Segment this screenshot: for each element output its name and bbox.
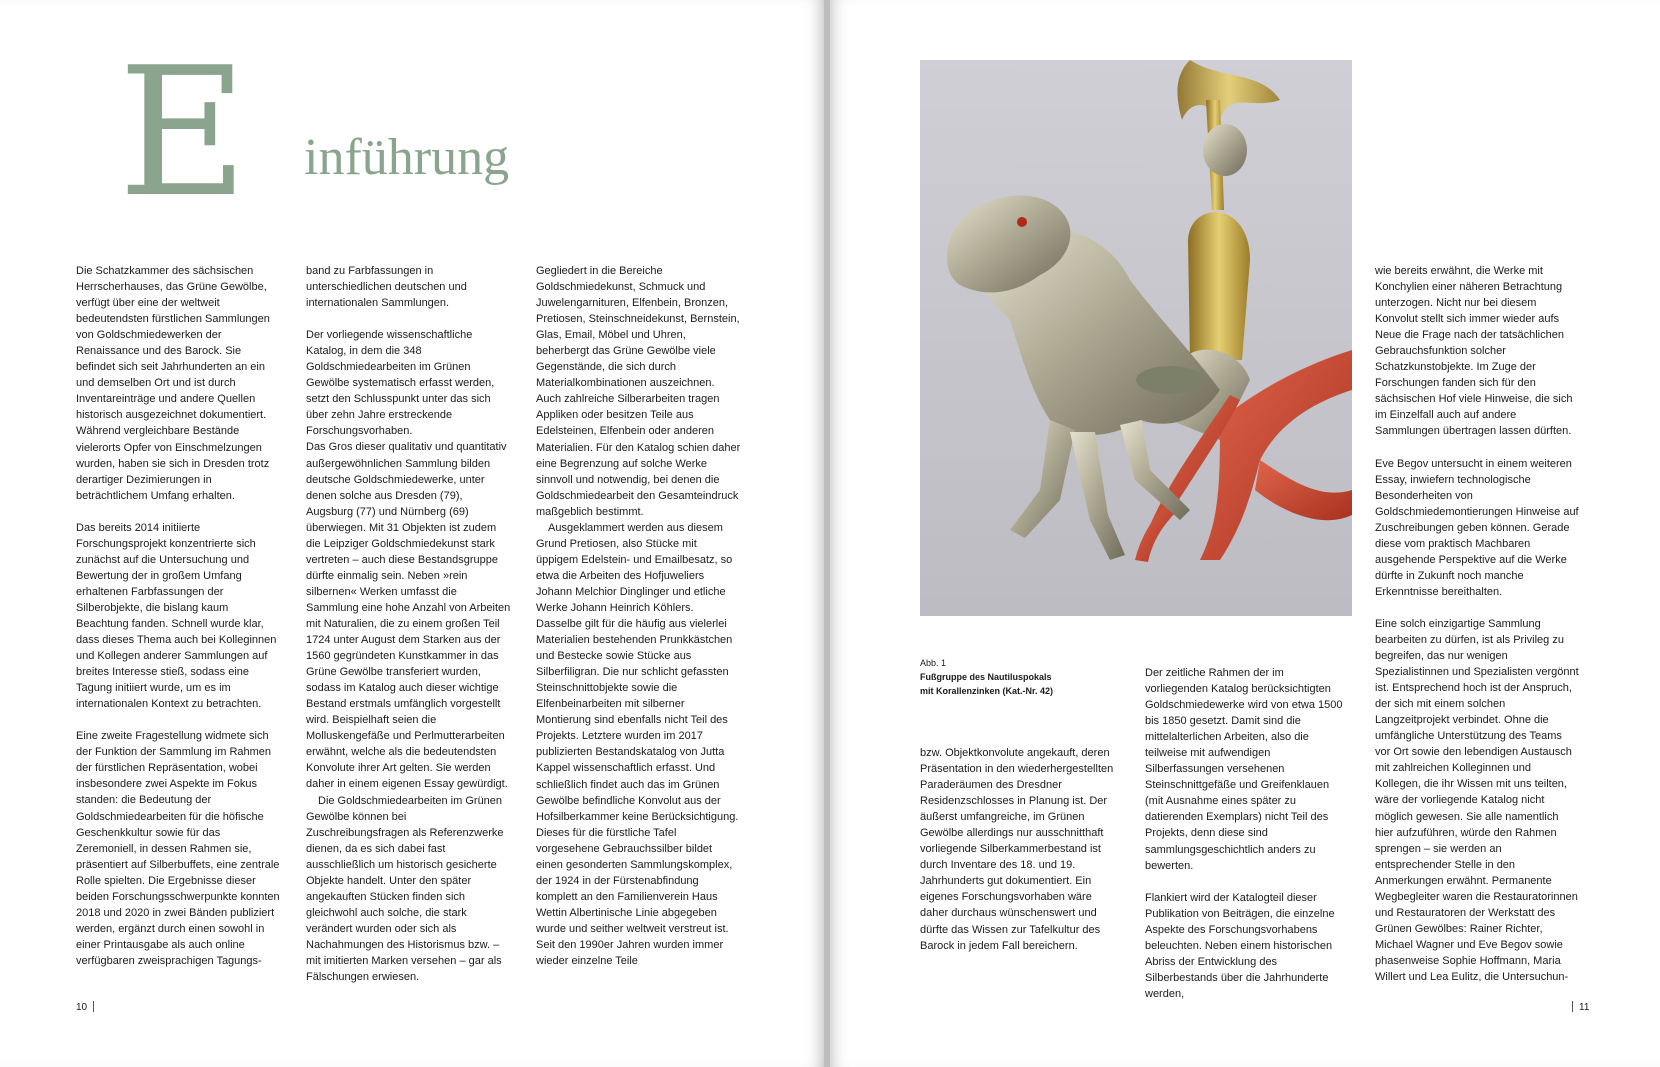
left-column-3 <box>536 263 742 969</box>
paragraph: bzw. Objektkonvolute angekauft, deren Präsentation in den wiederhergestellten Paraderäumen des Dresdner Residenzschlosses in Planung ist. Der äußerst umfangreiche, im Grünen Gewölbe allerdings nur ausschnitthaft vorliegende Silberkammerbestand ist durch Inventare des 18. und 19. Jahrhunderts gut dokumentiert. Ein eigenes Forschungsvorhaben wäre daher durchaus wünschenswert und dürfte das Wissen zur Tafelkultur des Barock in jedem Fall bereichern. <box>920 747 1114 952</box>
paragraph: Der vorliegende wissenschaftliche Katalog, in dem die 348 Goldschmiedearbeiten im Grünen Gewölbe systematisch erfasst werden, setzt den Schlusspunkt unter das sich über zehn Jahre erstreckende Forschungsvorhaben. <box>306 329 495 438</box>
page-number-left <box>76 1001 100 1015</box>
left-page <box>0 0 824 1067</box>
paragraph: Flankiert wird der Katalogteil dieser Publikation von Beiträgen, die einzelne Aspekte des Forschungsvorhabens beleuchten. Neben einem historischen Abriss der Entwicklung des Silberbestands über die Jahrhunderte werden, <box>1145 891 1335 1000</box>
folio-number: 10 <box>76 1002 88 1013</box>
right-column-1 <box>920 745 1118 954</box>
figure-caption <box>920 656 1120 698</box>
right-page <box>830 0 1660 1067</box>
paragraph: Das Gros dieser qualitativ und quantitativ außergewöhnlichen Sammlung bilden deutsche Goldschmiedewerke, unter denen solche aus Dresden (79), Augsburg (77) und Nürnberg (69) überwiegen. Mit 31 Objekten ist zudem die Leipziger Goldschmiedekunst stark vertreten – auch diese Bestandsgruppe dürfte einmalig sein. Neben »rein silbernen« Werken umfasst die Sammlung eine hohe Anzahl von Arbeiten mit Naturalien, die zu einem großen Teil 1724 unter August dem Starken aus der 1560 gegründeten Kunstkammer in das Grüne Gewölbe transferiert wurden, sodass im Katalog auch dieser wichtige Bestand erstmals umfänglich vorgestellt wird. Beispielhaft seien die Molluskengefäße und Perlmutterarbeiten erwähnt, welche als die bedeutendsten Konvolute ihrer Art gelten. Sie werden daher in einem eigenen Essay gewürdigt. <box>306 441 511 791</box>
caption-label: Abb. 1 <box>920 658 947 668</box>
paragraph: Die Schatzkammer des sächsischen Herrscherhauses, das Grüne Gewölbe, verfügt über eine der weltweit bedeutendsten fürstlichen Sammlungen von Goldschmiedewerken der Renaissance und des Barock. Sie befindet sich seit Jahrhunderten an ein und demselben Ort und ist durch Inventareinträge und andere Quellen historisch ausgezeichnet dokumentiert. Während vergleichbare Bestände vielerorts Opfer von Einschmelzungen wurden, haben sie sich in Dresden trotz derartiger Dezimierungen in beträchtlichem Umfang erhalten. <box>76 265 270 502</box>
paragraph: wie bereits erwähnt, die Werke mit Konchylien einer näheren Betrachtung unterzogen. Nicht nur bei diesem Konvolut stellt sich immer wieder aufs Neue die Frage nach der tatsächlichen Gebrauchsfunktion solcher Schatzkunstobjekte. Im Zuge der Forschungen fanden sich für den sächsischen Hof viele Hinweise, die sich im Einzelfall auch auf andere Sammlungen übertragen lassen dürften. <box>1375 265 1573 438</box>
title-text: inführung <box>304 129 510 186</box>
caption-line-2: mit Korallenzinken (Kat.-Nr. 42) <box>920 686 1054 696</box>
object-photo <box>920 60 1352 616</box>
paragraph: Der zeitliche Rahmen der im vorliegenden Katalog berücksichtigten Goldschmiedewerke wird von etwa 1500 bis 1850 gesetzt. Damit sind die mittelalterlichen Arbeiten, also die teilweise mit aufwendigen Silberfassungen versehenen Steinschnittgefäße und Greifenklauen (mit Ausnahme eines später zu datierenden Exemplars) nicht Teil des Projekts, denn diese sind sammlungsgeschichtlich anders zu bewerten. <box>1145 667 1343 872</box>
page-number-right <box>1566 1001 1589 1015</box>
paragraph: Das bereits 2014 initiierte Forschungsprojekt konzentrierte sich zunächst auf die Untersuchung und Bewertung der in großem Umfang erhaltenen Farbfassungen der Silberobjekte, die bislang kaum Beachtung fanden. Schnell wurde klar, dass dieses Thema auch bei Kolleginnen und Kollegen anderer Sammlungen auf breites Interesse stieß, sodass eine Tagung initiiert wurde, um es im internationalen Kontext zu betrachten. <box>76 521 277 711</box>
paragraph: Eine solch einzigartige Sammlung bearbeiten zu dürfen, ist als Privileg zu begreifen, das nur wenigen Spezialistinnen und Spezialisten vergönnt ist. Entsprechend hoch ist der Anspruch, der sich mit einem solchen Langzeitprojekt verbindet. Ohne die umfängliche Unterstützung des Teams vor Ort sowie den lebendigen Austausch mit zahlreichen Kolleginnen und Kollegen, die ihr Wissen mit uns teilten, wäre der vorliegende Katalog nicht möglich gewesen. Sie alle namentlich hier aufzuführen, würde den Rahmen sprengen – sie werden an entsprechender Stelle in den Anmerkungen erwähnt. Permanente Wegbegleiter waren die Restauratorinnen und Restauratoren der Werkstatt des Grünen Gewölbes: Rainer Richter, Michael Wagner und Eve Begov sowie phasenweise Sophie Hoffmann, Maria Willert und Lea Eulitz, die Untersuchun- <box>1375 617 1579 983</box>
paragraph: Eine zweite Fragestellung widmete sich der Funktion der Sammlung im Rahmen der fürstlichen Repräsentation, wobei insbesondere zwei Aspekte im Fokus standen: die Bedeutung der Goldschmiedearbeiten für die höfische Geschenkkultur sowie für das Zeremoniell, in dessen Rahmen sie, präsentiert auf Silberbuffets, eine zentrale Rolle spielten. Die Ergebnisse dieser beiden Forschungsschwerpunkte konnten 2018 und 2020 in zwei Bänden publiziert werden, ergänzt durch einen sowohl in einer Printausgabe als auch online verfügbaren zweisprachigen Tagungs- <box>76 730 280 967</box>
left-column-1 <box>76 263 282 969</box>
folio-divider <box>1572 1001 1573 1012</box>
folio-number: 11 <box>1579 1002 1590 1013</box>
nautilus-foot-illustration <box>920 60 1352 616</box>
left-column-2 <box>306 263 512 985</box>
title-dropcap: E <box>118 29 248 236</box>
paragraph: Gegliedert in die Bereiche Goldschmiedekunst, Schmuck und Juwelengarnituren, Elfenbein, Bronzen, Pretiosen, Steinschneidekunst, Bernstein, Glas, Email, Möbel und Uhren, beherbergt das Grüne Gewölbe viele Gegenstände, die sich durch Materialkombinationen auszeichnen. Auch zahlreiche Silberarbeiten tragen Appliken oder besitzen Teile aus Edelsteinen, Elfenbein oder anderen Materialien. Für den Katalog schien daher eine Begrenzung auf solche Werke sinnvoll und notwendig, bei denen die Goldschmiedearbeit den Gesamteindruck maßgeblich bestimmt. <box>536 265 741 518</box>
right-column-2 <box>1145 665 1343 1002</box>
caption-line-1: Fußgruppe des Nautiluspokals <box>920 672 1052 682</box>
paragraph: Ausgeklammert werden aus diesem Grund Pretiosen, also Stücke mit üppigem Edelstein- und Emailbesatz, so etwa die Arbeiten des Hofjuweliers Johann Melchior Dinglinger und etliche Werke Johann Heinrich Köhlers. Dasselbe gilt für die häufig aus vielerlei Materialien bestehenden Prunkkästchen und Bestecke sowie Stücke aus Silberfiligran. Die nur schlicht gefassten Steinschnittobjekte sowie die Elfenbeinarbeiten mit silberner Montierung sind ebenfalls nicht Teil des Projekts. Letztere wurden im 2017 publizierten Bestandskatalog von Jutta Kappel wissenschaftlich erfasst. Und schließlich findet auch das im Grünen Gewölbe befindliche Konvolut aus der Hofsilberkammer keine Berücksichtigung. Dieses für die fürstliche Tafel vorgesehene Gebrauchssilber bildet einen gesonderten Sammlungskomplex, der 1924 in der Fürstenabfindung komplett an den Familienverein Haus Wettin Albertinische Linie abgegeben wurde und seither weltweit verstreut ist. Seit den 1990er Jahren wurden immer wieder einzelne Teile <box>536 521 739 968</box>
right-column-3 <box>1375 263 1579 985</box>
paragraph: Eve Begov untersucht in einem weiteren Essay, inwiefern technologische Besonderheiten von Goldschmiedemontierungen Hinweise auf Zuschreibungen geben können. Gerade diese vom praktisch Machbaren ausgehende Perspektive auf die Werke dürfte in Zukunft noch manche Erkenntnisse bereithalten. <box>1375 457 1579 598</box>
folio-divider <box>93 1001 94 1012</box>
paragraph: band zu Farbfassungen in unterschiedlichen deutschen und internationalen Sammlungen. <box>306 265 467 310</box>
paragraph: Die Goldschmiedearbeiten im Grünen Gewölbe können bei Zuschreibungsfragen als Referenzwerke dienen, da es sich dabei fast ausschließlich um historisch gesicherte Objekte handelt. Unter den später angekauften Stücken finden sich gleichwohl auch solche, die stark verändert wurden oder sich als Nachahmungen des Historismus bzw. – mit imitierten Marken versehen – gar als Fälschungen erwiesen. <box>306 794 504 984</box>
